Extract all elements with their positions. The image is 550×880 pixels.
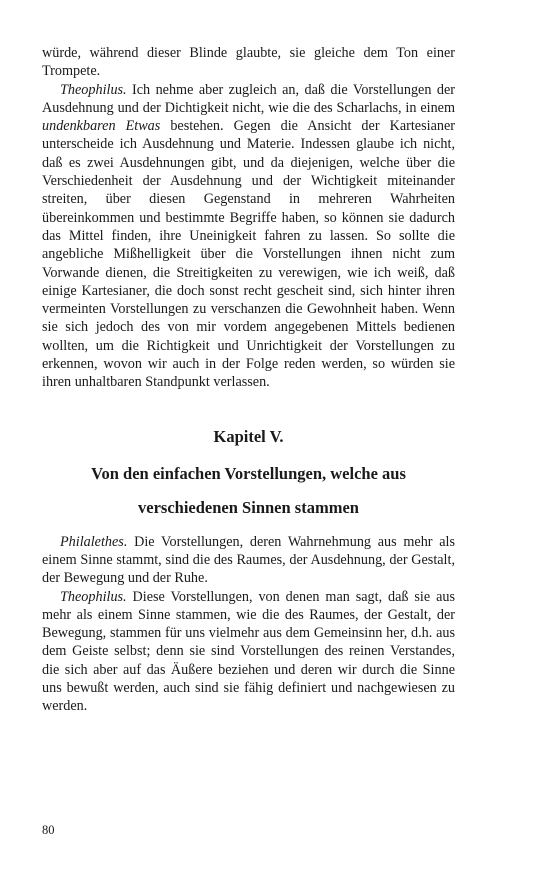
paragraph-philalethes [42,533,455,588]
paragraph-theophilus [42,81,455,392]
paragraph-text: würde, während dieser Blinde glaubte, sie gleiche dem Ton einer Trompete. [42,45,455,80]
paragraph-text: Diese Vorstellungen, von denen man sagt, daß sie aus mehr als einem Sinne stammen, wie die des Raumes, der Gestalt, der Bewegung, stammen für uns vielmehr aus dem Gemeinsinn her, d.h. aus dem Geiste selbst; denn sie sind Vorstellungen des reinen Verstandes, die sich aber auf das Äußere beziehen und deren wir durch die Sinne uns bewußt werden, auch sind sie fähig definiert und nachgewiesen zu werden. [42,588,455,715]
paragraph-continuation [42,44,455,81]
page-body [42,44,455,716]
page-number: 80 [42,823,55,837]
paragraph-text: Ich nehme aber zugleich an, daß die Vorstellungen der Ausdehnung und der Dichtigkeit nicht, wie die des Scharlachs, in einem [42,81,455,116]
paragraph-theophilus [42,588,455,716]
chapter-number: Kapitel V. [213,426,284,446]
chapter-title-line-1: Von den einfachen Vorstellungen, welche aus [91,463,406,483]
chapter-title-line-2: verschiedenen Sinnen stammen [138,497,359,517]
speaker-name: Philalethes. [60,533,128,550]
text-block-top [42,44,455,392]
emphasized-text: undenkbaren Etwas [42,118,161,135]
text-block-bottom [42,533,455,716]
speaker-name: Theophilus. [60,81,127,98]
chapter-title [42,457,455,525]
speaker-name: Theophilus. [60,588,127,605]
paragraph-text: bestehen. Gegen die Ansicht der Kartesianer unterscheide ich Ausdehnung und Materie. Indessen glaube ich nicht, daß es zwei Ausdehnungen gibt, und da diejenigen, welche über die Verschiedenheit der Ausdehnung und der Wichtigkeit miteinander streiten, über diesen Gegenstand in mehreren Wahrheiten übereinkommen und bestimmte Begriffe haben, so können sie dadurch das Mittel finden, ihre Uneinigkeit fahren zu lassen. So sollte die angebliche Mißhelligkeit über die Vorstellungen ihnen nicht zum Vorwande dienen, die Streitigkeiten zu verewigen, wie ich weiß, daß einige Kartesianer, die doch sonst recht gescheit sind, sich hinter ihren vermeinten Vorstellungen zu verschanzen die Gewohnheit haben. Wenn sie sich jedoch des von mir vordem angegebenen Mittels bedienen wollten, um die Richtigkeit und Unrichtigkeit der Vorstellungen zu erkennen, wovon wir auch in der Folge reden werden, so würden sie ihren unhaltbaren Standpunkt verlassen. [42,118,455,391]
paragraph-text: Die Vorstellungen, deren Wahrnehmung aus mehr als einem Sinne stammt, sind die des Raumes, der Ausdehnung, der Gestalt, der Bewegung und der Ruhe. [42,533,455,587]
